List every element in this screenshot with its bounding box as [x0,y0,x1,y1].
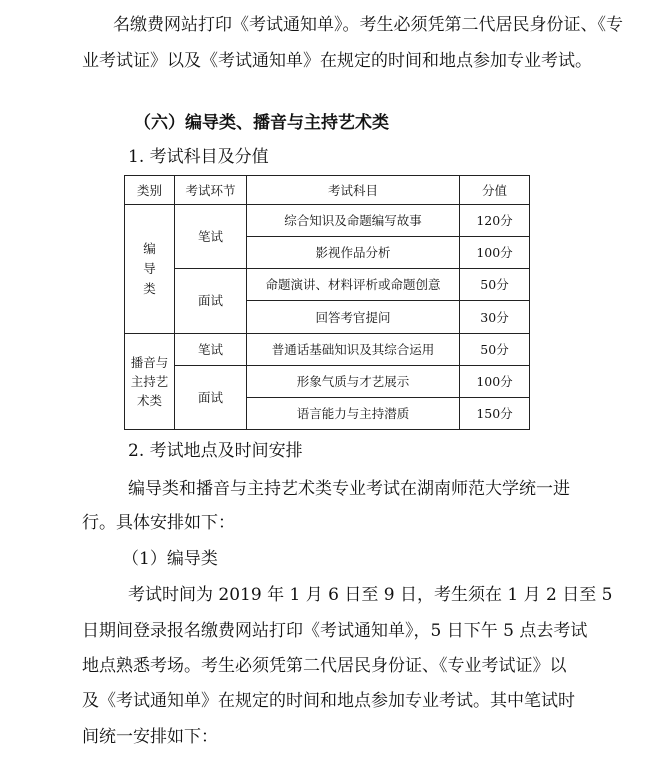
score-cell: 100分 [460,365,530,397]
paragraph-line: 名缴费网站打印《考试通知单》。考生必须凭第二代居民身份证、《专 [113,15,623,35]
category-label: 播音与主持艺术类 [130,354,169,408]
subject-cell: 形象气质与才艺展示 [247,365,460,397]
table-header: 考试科目 [247,176,460,205]
paragraph-line: 业考试证》以及《考试通知单》在规定的时间和地点参加专业考试。 [82,51,592,71]
paragraph-line: 及《考试通知单》在规定的时间和地点参加专业考试。其中笔试时 [82,691,575,711]
subject-cell: 普通话基础知识及其综合运用 [247,333,460,365]
table-header: 考试环节 [175,176,247,205]
exam-subjects-table [124,175,530,430]
category-cell [125,205,175,334]
subject-cell: 综合知识及命题编写故事 [247,205,460,237]
score-cell: 100分 [460,237,530,269]
paragraph-line: 编导类和播音与主持艺术类专业考试在湖南师范大学统一进 [128,479,570,499]
score-cell: 50分 [460,333,530,365]
category-cell [125,333,175,429]
paragraph-line: 考试时间为 2019 年 1 月 6 日至 9 日，考生须在 1 月 2 日至 5 [128,585,613,605]
subsection-heading: 1. 考试科目及分值 [128,147,269,167]
subject-cell: 命题演讲、材料评析或命题创意 [247,269,460,301]
subject-cell: 回答考官提问 [247,301,460,333]
table-row [125,269,530,301]
category-label: 编导类 [143,240,156,296]
score-cell: 50分 [460,269,530,301]
subject-cell: 语言能力与主持潜质 [247,397,460,429]
stage-cell: 面试 [175,269,247,333]
section-heading: （六）编导类、播音与主持艺术类 [134,113,389,133]
paragraph-line: 间统一安排如下： [82,727,218,747]
score-cell: 120分 [460,205,530,237]
subsection-heading: 2. 考试地点及时间安排 [128,441,303,461]
paragraph-line: 行。具体安排如下： [82,513,235,533]
paragraph-line: 地点熟悉考场。考生必须凭第二代居民身份证、《专业考试证》以 [82,656,567,676]
score-cell: 30分 [460,301,530,333]
stage-cell: 面试 [175,365,247,429]
stage-cell: 笔试 [175,205,247,269]
table-header-row [125,176,530,205]
table-row [125,333,530,365]
subsection-heading: （1）编导类 [122,549,218,569]
subject-cell: 影视作品分析 [247,237,460,269]
stage-cell: 笔试 [175,333,247,365]
score-cell: 150分 [460,397,530,429]
table-header: 分值 [460,176,530,205]
paragraph-line: 日期间登录报名缴费网站打印《考试通知单》，5 日下午 5 点去考试 [82,621,588,641]
table-header: 类别 [125,176,175,205]
table-row [125,205,530,237]
table-row [125,365,530,397]
